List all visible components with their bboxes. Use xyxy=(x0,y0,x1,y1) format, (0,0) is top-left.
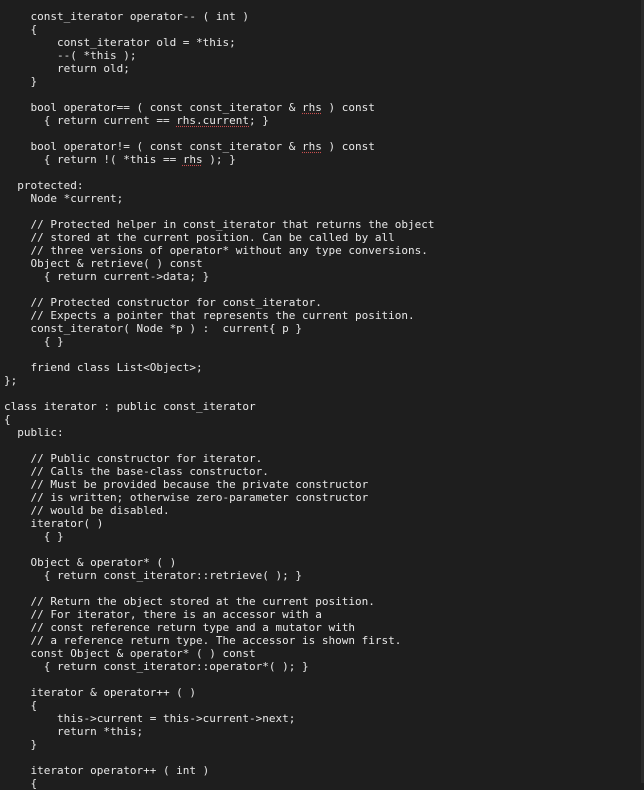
code-line[interactable]: { xyxy=(4,23,38,36)
code-line[interactable]: protected: xyxy=(4,179,84,192)
code-line[interactable]: // is written; otherwise zero-parameter constructor xyxy=(4,491,369,504)
code-line[interactable]: // Public constructor for iterator. xyxy=(4,452,263,465)
code-line[interactable]: // three versions of operator* without any type conversions. xyxy=(4,244,428,257)
code-line[interactable]: this->current = this->current->next; xyxy=(4,712,296,725)
code-line[interactable]: { return const_iterator::retrieve( ); } xyxy=(4,569,303,582)
spellcheck-underline: rhs xyxy=(182,153,203,166)
code-line[interactable]: // Return the object stored at the current position. xyxy=(4,595,375,608)
code-line[interactable]: // Calls the base-class constructor. xyxy=(4,465,269,478)
code-line[interactable]: // Protected constructor for const_iterator. xyxy=(4,296,322,309)
code-line[interactable]: } xyxy=(4,75,38,88)
code-line[interactable]: const_iterator old = *this; xyxy=(4,36,236,49)
code-line[interactable]: Object & operator* ( ) xyxy=(4,556,177,569)
code-line[interactable]: public: xyxy=(4,426,64,439)
code-line[interactable]: iterator & operator++ ( ) xyxy=(4,686,197,699)
spellcheck-underline: rhs.current xyxy=(176,114,250,127)
code-line[interactable]: { xyxy=(4,777,38,790)
code-line[interactable]: --( *this ); xyxy=(4,49,137,62)
code-line[interactable]: }; xyxy=(4,374,18,387)
code-line[interactable]: bool operator!= ( const const_iterator & rhs ) const xyxy=(4,140,375,153)
code-line[interactable]: return old; xyxy=(4,62,130,75)
code-line[interactable]: Object & retrieve( ) const xyxy=(4,257,203,270)
code-line[interactable]: { xyxy=(4,699,38,712)
code-line[interactable]: // Expects a pointer that represents the current position. xyxy=(4,309,415,322)
spellcheck-underline: rhs xyxy=(302,140,322,153)
code-line[interactable]: Node *current; xyxy=(4,192,124,205)
code-line[interactable]: { return const_iterator::operator*( ); } xyxy=(4,660,309,673)
code-line[interactable]: const_iterator operator-- ( int ) xyxy=(4,10,250,23)
code-line[interactable]: const_iterator( Node *p ) : current{ p } xyxy=(4,322,303,335)
code-line[interactable]: iterator operator++ ( int ) xyxy=(4,764,210,777)
code-line[interactable]: // a reference return type. The accessor is shown first. xyxy=(4,634,402,647)
code-line[interactable]: // would be disabled. xyxy=(4,504,170,517)
code-line[interactable]: iterator( ) xyxy=(4,517,104,530)
code-line[interactable]: { return current == rhs.current; } xyxy=(4,114,269,127)
code-line[interactable]: bool operator== ( const const_iterator & rhs ) const xyxy=(4,101,375,114)
code-line[interactable]: const Object & operator* ( ) const xyxy=(4,647,256,660)
code-line[interactable]: { xyxy=(4,413,11,426)
code-line[interactable]: friend class List<Object>; xyxy=(4,361,203,374)
code-line[interactable]: return *this; xyxy=(4,725,144,738)
code-line[interactable]: { } xyxy=(4,335,64,348)
code-line[interactable]: // const reference return type and a mutator with xyxy=(4,621,355,634)
spellcheck-underline: rhs xyxy=(302,101,322,114)
code-line[interactable]: class iterator : public const_iterator xyxy=(4,400,256,413)
code-line[interactable]: // For iterator, there is an accessor with a xyxy=(4,608,322,621)
code-line[interactable]: // stored at the current position. Can be called by all xyxy=(4,231,395,244)
code-line[interactable]: // Protected helper in const_iterator that returns the object xyxy=(4,218,435,231)
code-line[interactable]: // Must be provided because the private constructor xyxy=(4,478,369,491)
code-line[interactable]: } xyxy=(4,738,38,751)
code-line[interactable]: { return !( *this == rhs ); } xyxy=(4,153,236,166)
code-line[interactable]: { } xyxy=(4,530,64,543)
code-line[interactable]: { return current->data; } xyxy=(4,270,210,283)
